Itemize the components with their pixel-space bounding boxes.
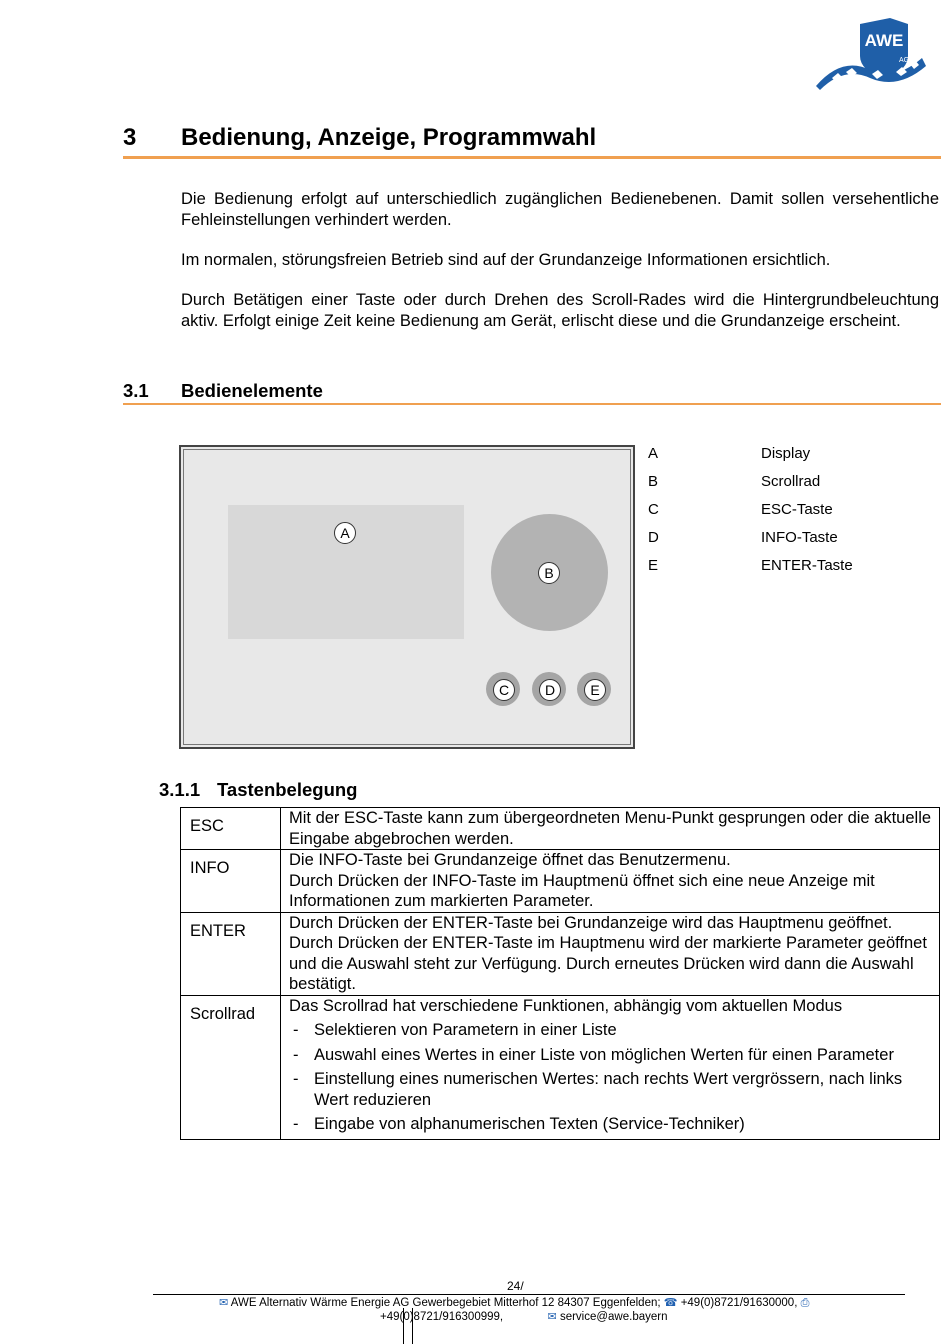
list-item: - Eingabe von alphanumerischen Texten (Service-Techniker): [289, 1114, 935, 1135]
scroll-functions-list: [289, 1020, 935, 1135]
envelope-icon: ✉: [547, 1311, 557, 1323]
legend-key: D: [648, 529, 659, 546]
key-description: Mit der ESC-Taste kann zum übergeordneten Menu-Punkt gesprungen oder die aktuelle Eingabe abgebrochen werden.: [281, 808, 940, 850]
key-description-cell: [281, 995, 940, 1139]
key-description: Durch Drücken der INFO-Taste im Hauptmenü öffnet sich eine neue Anzeige mit Informationen zum markierten Parameter.: [289, 871, 875, 910]
section-number: 3: [123, 124, 137, 151]
subsubsection-number: 3.1.1: [159, 779, 201, 800]
footer-divider-mark: [403, 1308, 413, 1344]
intro-paragraph-2: Im normalen, störungsfreien Betrieb sind auf der Grundanzeige Informationen ersichtlich.: [181, 251, 831, 269]
key-name: INFO: [181, 850, 281, 913]
key-name: ENTER: [181, 912, 281, 995]
footer-line-1: [219, 1296, 809, 1310]
legend-label: ESC-Taste: [761, 501, 833, 518]
legend-label: INFO-Taste: [761, 529, 838, 546]
key-description: Durch Drücken der ENTER-Taste im Hauptmenu wird der markierte Parameter geöffnet und die Auswahl steht zur Verfügung. Durch erneutes Drücken wird dann die Auswahl bestätigt.: [289, 934, 927, 993]
list-item: - Auswahl eines Wertes in einer Liste von möglichen Werten für einen Parameter: [289, 1045, 935, 1066]
list-item: - Selektieren von Parametern in einer Liste: [289, 1020, 935, 1041]
legend-key: B: [648, 473, 659, 490]
legend-label: ENTER-Taste: [761, 557, 853, 574]
company-logo: [812, 14, 937, 92]
key-description-cell: [281, 850, 940, 913]
list-item: - Einstellung eines numerischen Wertes: nach rechts Wert vergrössern, nach links Wert reduzieren: [289, 1069, 935, 1110]
table-row: [181, 808, 940, 850]
legend-label: Display: [761, 445, 811, 462]
footer-email: service@awe.bayern: [559, 1311, 668, 1323]
subsection-rule: [123, 403, 941, 405]
intro-paragraph-3: Durch Betätigen einer Taste oder durch Drehen des Scroll-Rades wird die Hintergrundbeleuchtung aktiv. Erfolgt einige Zeit keine Bedienung am Gerät, erlischt diese und die Grundanzeige erscheint.: [181, 291, 939, 330]
key-description-cell: [281, 912, 940, 995]
table-row: [181, 912, 940, 995]
key-name: Scrollrad: [181, 995, 281, 1139]
key-description: Durch Drücken der ENTER-Taste bei Grundanzeige wird das Hauptmenu geöffnet.: [289, 913, 893, 932]
footer-fax: +49(0)8721/916300999,: [380, 1311, 504, 1323]
subsection-number: 3.1: [123, 380, 149, 401]
fax-icon: ⎙: [800, 1297, 810, 1309]
label-e: E: [584, 679, 606, 701]
label-d: D: [539, 679, 561, 701]
logo-text: AWE: [864, 31, 904, 50]
key-name: ESC: [181, 808, 281, 850]
subsubsection-title: Tastenbelegung: [217, 779, 358, 800]
key-description: Das Scrollrad hat verschiedene Funktionen, abhängig vom aktuellen Modus: [289, 996, 843, 1015]
footer-phone: +49(0)8721/91630000,: [680, 1297, 798, 1309]
footer-line-2: [380, 1310, 668, 1323]
label-b: B: [538, 562, 560, 584]
logo-subtext: AG: [898, 57, 910, 64]
legend-key: E: [648, 557, 659, 574]
label-a: A: [334, 522, 356, 544]
key-description: Die INFO-Taste bei Grundanzeige öffnet das Benutzermenu.: [289, 851, 731, 869]
key-assignment-table: [180, 807, 940, 1140]
phone-icon: ☎: [663, 1297, 678, 1309]
table-row: [181, 995, 940, 1139]
control-panel-figure: [179, 445, 635, 749]
section-title: Bedienung, Anzeige, Programmwahl: [181, 124, 597, 151]
page-number: 24/: [507, 1279, 524, 1293]
table-row: [181, 850, 940, 913]
legend-label: Scrollrad: [761, 473, 821, 490]
subsection-title: Bedienelemente: [181, 380, 323, 401]
legend-key: A: [648, 445, 659, 462]
section-rule: [123, 156, 941, 159]
footer-rule: [153, 1294, 905, 1295]
envelope-icon: ✉: [219, 1297, 229, 1309]
intro-paragraph-1: Die Bedienung erfolgt auf unterschiedlich zugänglichen Bedienebenen. Damit sollen versehentliche Fehleinstellungen verhindert werden.: [181, 190, 939, 229]
legend-key: C: [648, 501, 659, 518]
footer-address: AWE Alternativ Wärme Energie AG Gewerbegebiet Mitterhof 12 84307 Eggenfelden;: [230, 1297, 661, 1309]
label-c: C: [493, 679, 515, 701]
